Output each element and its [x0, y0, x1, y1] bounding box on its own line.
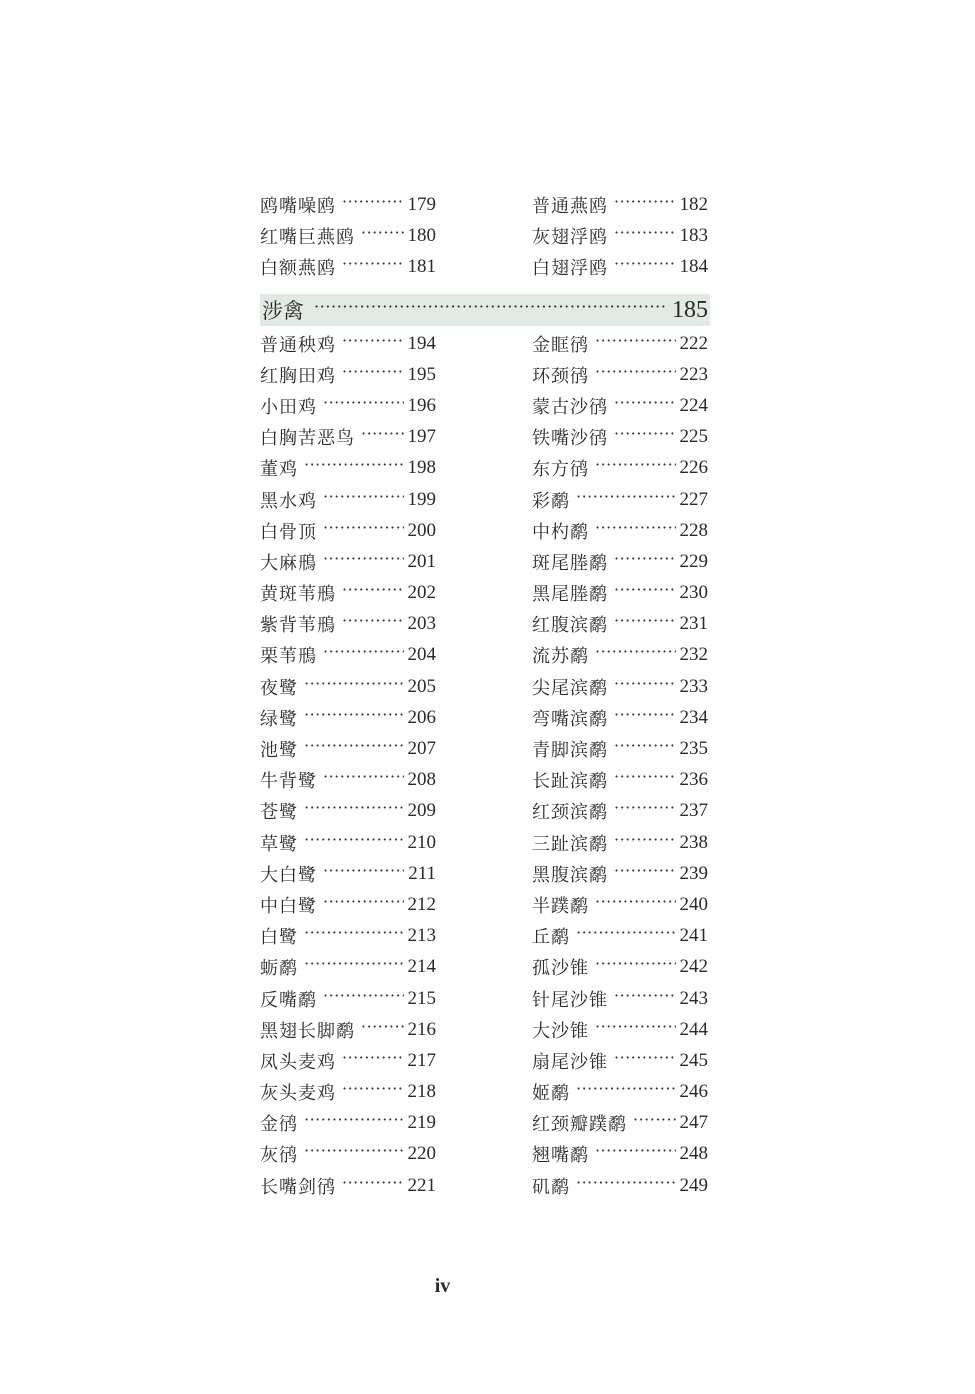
entry-name: 针尾沙锥	[532, 989, 608, 1011]
leader-dots	[304, 1112, 404, 1128]
entry-name: 黑水鸡	[260, 490, 317, 512]
leader-dots	[304, 1143, 404, 1159]
toc-left-column	[260, 328, 436, 1201]
entry-page: 233	[679, 675, 708, 697]
entry-page: 197	[407, 426, 436, 448]
leader-dots	[342, 256, 404, 272]
entry-page: 242	[679, 956, 708, 978]
entry-page: 209	[407, 800, 436, 822]
entry-page: 243	[679, 987, 708, 1009]
entry-name: 蛎鹬	[260, 958, 298, 980]
entry-name: 孤沙锥	[532, 958, 589, 980]
leader-dots	[304, 832, 404, 848]
toc-entry[interactable]	[532, 390, 708, 421]
entry-name: 白翅浮鸥	[532, 257, 608, 279]
entry-page: 217	[407, 1049, 436, 1071]
entry-name: 半蹼鹬	[532, 895, 589, 917]
entry-page: 225	[679, 426, 708, 448]
toc-entry[interactable]	[532, 359, 708, 390]
toc-right-column	[532, 328, 708, 1201]
toc-entry[interactable]	[532, 251, 708, 282]
entry-name: 草鹭	[260, 833, 298, 855]
entry-page: 240	[679, 893, 708, 915]
entry-name: 大麻鳽	[260, 552, 317, 574]
toc-entry[interactable]	[532, 1014, 708, 1045]
entry-page: 239	[679, 862, 708, 884]
toc-entry[interactable]	[532, 578, 708, 609]
entry-name: 尖尾滨鹬	[532, 677, 608, 699]
page-folio: iv	[434, 1275, 451, 1297]
toc-top-right-column	[532, 189, 708, 283]
toc-entry[interactable]	[532, 328, 708, 359]
leader-dots	[614, 800, 676, 816]
toc-entry[interactable]	[532, 858, 708, 889]
toc-entry[interactable]	[532, 484, 708, 515]
entry-page: 215	[407, 987, 436, 1009]
entry-name: 红胸田鸡	[260, 365, 336, 387]
entry-page: 223	[679, 363, 708, 385]
entry-page: 205	[407, 675, 436, 697]
toc-entry[interactable]	[532, 609, 708, 640]
entry-name: 董鸡	[260, 459, 298, 481]
entry-page: 226	[679, 457, 708, 479]
toc-entry[interactable]	[260, 889, 436, 920]
toc-entry[interactable]	[532, 220, 708, 251]
toc-entry[interactable]	[532, 1108, 708, 1139]
entry-page: 236	[679, 769, 708, 791]
entry-name: 灰头麦鸡	[260, 1083, 336, 1105]
toc-entry[interactable]	[532, 1170, 708, 1201]
entry-name: 紫背苇鳽	[260, 615, 336, 637]
entry-page: 181	[407, 255, 436, 277]
entry-page: 220	[407, 1143, 436, 1165]
entry-page: 244	[679, 1018, 708, 1040]
entry-name: 池鹭	[260, 740, 298, 762]
toc-entry[interactable]	[260, 1139, 436, 1170]
leader-dots	[614, 676, 676, 692]
entry-name: 翘嘴鹬	[532, 1145, 589, 1167]
leader-dots	[614, 225, 676, 241]
toc-entry[interactable]	[260, 359, 436, 390]
entry-name: 反嘴鹬	[260, 989, 317, 1011]
leader-dots	[595, 644, 676, 660]
leader-dots	[304, 800, 404, 816]
entry-page: 249	[679, 1174, 708, 1196]
entry-name: 栗苇鳽	[260, 646, 317, 668]
leader-dots	[342, 1175, 404, 1191]
entry-page: 180	[407, 224, 436, 246]
toc-entry[interactable]	[260, 578, 436, 609]
entry-page: 196	[407, 394, 436, 416]
entry-page: 198	[407, 457, 436, 479]
leader-dots	[323, 863, 404, 879]
leader-dots	[342, 364, 404, 380]
entry-name: 矶鹬	[532, 1176, 570, 1198]
entry-page: 208	[407, 769, 436, 791]
section-header[interactable]	[260, 294, 710, 326]
leader-dots	[342, 613, 404, 629]
entry-page: 204	[407, 644, 436, 666]
toc-entry[interactable]	[532, 733, 708, 764]
leader-dots	[304, 738, 404, 754]
leader-dots	[323, 520, 404, 536]
toc-top-left-column	[260, 189, 436, 283]
entry-name: 扇尾沙锥	[532, 1051, 608, 1073]
toc-entry[interactable]	[260, 827, 436, 858]
entry-page: 202	[407, 582, 436, 604]
toc-entry[interactable]	[532, 189, 708, 220]
leader-dots	[323, 551, 404, 567]
entry-name: 青脚滨鹬	[532, 740, 608, 762]
entry-name: 白额燕鸥	[260, 257, 336, 279]
entry-name: 白鹭	[260, 927, 298, 949]
section-page: 185	[672, 296, 708, 323]
toc-entry[interactable]	[532, 1139, 708, 1170]
leader-dots	[304, 956, 404, 972]
leader-dots	[342, 1050, 404, 1066]
toc-entry[interactable]	[260, 251, 436, 282]
leader-dots	[595, 1143, 676, 1159]
leader-dots	[614, 832, 676, 848]
toc-entry[interactable]	[260, 702, 436, 733]
entry-page: 222	[679, 332, 708, 354]
entry-page: 199	[407, 488, 436, 510]
leader-dots	[614, 863, 676, 879]
entry-page: 224	[679, 394, 708, 416]
toc-entry[interactable]	[532, 765, 708, 796]
toc-entry[interactable]	[532, 889, 708, 920]
leader-dots	[304, 457, 404, 473]
leader-dots	[595, 894, 676, 910]
entry-page: 210	[407, 831, 436, 853]
entry-name: 丘鹬	[532, 927, 570, 949]
entry-name: 长嘴剑鸻	[260, 1176, 336, 1198]
toc-entry[interactable]	[532, 1045, 708, 1076]
entry-name: 弯嘴滨鹬	[532, 708, 608, 730]
toc-entry[interactable]	[532, 453, 708, 484]
toc-entry[interactable]	[260, 453, 436, 484]
entry-name: 彩鹬	[532, 490, 570, 512]
toc-entry[interactable]	[532, 1077, 708, 1108]
entry-name: 黑尾塍鹬	[532, 584, 608, 606]
entry-page: 213	[407, 925, 436, 947]
toc-entry[interactable]	[532, 515, 708, 546]
entry-name: 流苏鹬	[532, 646, 589, 668]
entry-name: 小田鸡	[260, 396, 317, 418]
leader-dots	[323, 769, 404, 785]
leader-dots	[614, 988, 676, 1004]
toc-entry[interactable]	[532, 983, 708, 1014]
entry-page: 231	[679, 613, 708, 635]
entry-name: 普通秧鸡	[260, 334, 336, 356]
leader-dots	[595, 364, 676, 380]
entry-name: 中杓鹬	[532, 521, 589, 543]
entry-name: 鸥嘴噪鸥	[260, 195, 336, 217]
leader-dots	[361, 426, 404, 442]
entry-page: 182	[679, 193, 708, 215]
leader-dots	[342, 1081, 404, 1097]
entry-page: 229	[679, 550, 708, 572]
entry-page: 247	[679, 1112, 708, 1134]
leader-dots	[361, 225, 404, 241]
leader-dots	[614, 613, 676, 629]
entry-name: 金眶鸻	[532, 334, 589, 356]
entry-page: 183	[679, 224, 708, 246]
leader-dots	[323, 988, 404, 1004]
entry-name: 红颈瓣蹼鹬	[532, 1114, 627, 1136]
toc-entry[interactable]	[260, 983, 436, 1014]
entry-name: 苍鹭	[260, 802, 298, 824]
leader-dots	[614, 769, 676, 785]
entry-name: 红嘴巨燕鸥	[260, 226, 355, 248]
entry-page: 195	[407, 363, 436, 385]
entry-page: 194	[407, 332, 436, 354]
entry-name: 中白鹭	[260, 895, 317, 917]
entry-name: 黑腹滨鹬	[532, 864, 608, 886]
toc-entry[interactable]	[260, 640, 436, 671]
leader-dots	[342, 333, 404, 349]
entry-name: 绿鹭	[260, 708, 298, 730]
section-title: 涉禽	[262, 299, 304, 323]
toc-entry[interactable]	[260, 189, 436, 220]
entry-name: 红腹滨鹬	[532, 615, 608, 637]
toc-entry[interactable]	[260, 765, 436, 796]
entry-page: 232	[679, 644, 708, 666]
leader-dots	[323, 489, 404, 505]
leader-dots	[342, 582, 404, 598]
entry-page: 241	[679, 925, 708, 947]
entry-page: 214	[407, 956, 436, 978]
toc-entry[interactable]	[532, 546, 708, 577]
entry-page: 201	[407, 550, 436, 572]
leader-dots	[614, 194, 676, 210]
leader-dots	[614, 551, 676, 567]
leader-dots	[314, 299, 668, 315]
toc-entry[interactable]	[260, 220, 436, 251]
leader-dots	[323, 644, 404, 660]
entry-name: 大白鹭	[260, 864, 317, 886]
entry-name: 黄斑苇鳽	[260, 584, 336, 606]
entry-page: 235	[679, 738, 708, 760]
entry-name: 环颈鸻	[532, 365, 589, 387]
leader-dots	[595, 520, 676, 536]
entry-name: 灰鸻	[260, 1145, 298, 1167]
toc-entry[interactable]	[260, 952, 436, 983]
entry-name: 白胸苦恶鸟	[260, 428, 355, 450]
entry-page: 184	[679, 255, 708, 277]
toc-entry[interactable]	[260, 1014, 436, 1045]
leader-dots	[614, 582, 676, 598]
entry-page: 230	[679, 582, 708, 604]
toc-entry[interactable]	[260, 422, 436, 453]
toc-entry[interactable]	[260, 671, 436, 702]
entry-name: 牛背鹭	[260, 771, 317, 793]
entry-name: 东方鸻	[532, 459, 589, 481]
leader-dots	[323, 395, 404, 411]
entry-page: 211	[408, 862, 436, 884]
entry-name: 斑尾塍鹬	[532, 552, 608, 574]
leader-dots	[614, 1050, 676, 1066]
leader-dots	[595, 956, 676, 972]
entry-page: 218	[407, 1081, 436, 1103]
toc-entry[interactable]	[532, 827, 708, 858]
toc-entry[interactable]	[260, 390, 436, 421]
entry-name: 普通燕鸥	[532, 195, 608, 217]
entry-name: 白骨顶	[260, 521, 317, 543]
toc-entry[interactable]	[260, 796, 436, 827]
entry-page: 246	[679, 1081, 708, 1103]
entry-page: 219	[407, 1112, 436, 1134]
toc-entry[interactable]	[260, 921, 436, 952]
toc-entry[interactable]	[260, 328, 436, 359]
entry-page: 207	[407, 738, 436, 760]
toc-entry[interactable]	[532, 702, 708, 733]
entry-page: 206	[407, 706, 436, 728]
toc-entry[interactable]	[260, 733, 436, 764]
toc-entry[interactable]	[260, 1108, 436, 1139]
leader-dots	[595, 457, 676, 473]
toc-entry[interactable]	[260, 484, 436, 515]
entry-name: 大沙锥	[532, 1020, 589, 1042]
entry-page: 248	[679, 1143, 708, 1165]
leader-dots	[576, 925, 676, 941]
entry-page: 234	[679, 706, 708, 728]
entry-page: 227	[679, 488, 708, 510]
entry-name: 金鸻	[260, 1114, 298, 1136]
entry-name: 姬鹬	[532, 1083, 570, 1105]
leader-dots	[576, 1175, 676, 1191]
entry-name: 凤头麦鸡	[260, 1051, 336, 1073]
entry-name: 灰翅浮鸥	[532, 226, 608, 248]
toc-entry[interactable]	[532, 796, 708, 827]
leader-dots	[576, 1081, 676, 1097]
leader-dots	[304, 707, 404, 723]
entry-page: 245	[679, 1049, 708, 1071]
leader-dots	[576, 489, 676, 505]
entry-page: 212	[407, 893, 436, 915]
toc-entry[interactable]	[260, 1077, 436, 1108]
entry-name: 三趾滨鹬	[532, 833, 608, 855]
toc-entry[interactable]	[260, 546, 436, 577]
entry-page: 203	[407, 613, 436, 635]
leader-dots	[595, 1019, 676, 1035]
toc-entry[interactable]	[532, 671, 708, 702]
leader-dots	[614, 426, 676, 442]
toc-entry[interactable]	[532, 640, 708, 671]
leader-dots	[304, 676, 404, 692]
toc-entry[interactable]	[260, 858, 436, 889]
entry-name: 蒙古沙鸻	[532, 396, 608, 418]
entry-page: 179	[407, 193, 436, 215]
entry-name: 长趾滨鹬	[532, 771, 608, 793]
leader-dots	[595, 333, 676, 349]
toc-entry[interactable]	[260, 515, 436, 546]
leader-dots	[614, 707, 676, 723]
leader-dots	[614, 738, 676, 754]
entry-page: 200	[407, 519, 436, 541]
entry-name: 黑翅长脚鹬	[260, 1020, 355, 1042]
leader-dots	[614, 256, 676, 272]
toc-entry[interactable]	[532, 422, 708, 453]
entry-page: 221	[407, 1174, 436, 1196]
toc-entry[interactable]	[532, 921, 708, 952]
entry-page: 216	[407, 1018, 436, 1040]
entry-page: 228	[679, 519, 708, 541]
toc-entry[interactable]	[260, 1045, 436, 1076]
leader-dots	[304, 925, 404, 941]
entry-name: 铁嘴沙鸻	[532, 428, 608, 450]
leader-dots	[342, 194, 404, 210]
leader-dots	[633, 1112, 676, 1128]
leader-dots	[323, 894, 404, 910]
toc-entry[interactable]	[532, 952, 708, 983]
toc-entry[interactable]	[260, 609, 436, 640]
leader-dots	[361, 1019, 404, 1035]
entry-name: 夜鹭	[260, 677, 298, 699]
toc-entry[interactable]	[260, 1170, 436, 1201]
entry-page: 237	[679, 800, 708, 822]
leader-dots	[614, 395, 676, 411]
entry-page: 238	[679, 831, 708, 853]
entry-name: 红颈滨鹬	[532, 802, 608, 824]
